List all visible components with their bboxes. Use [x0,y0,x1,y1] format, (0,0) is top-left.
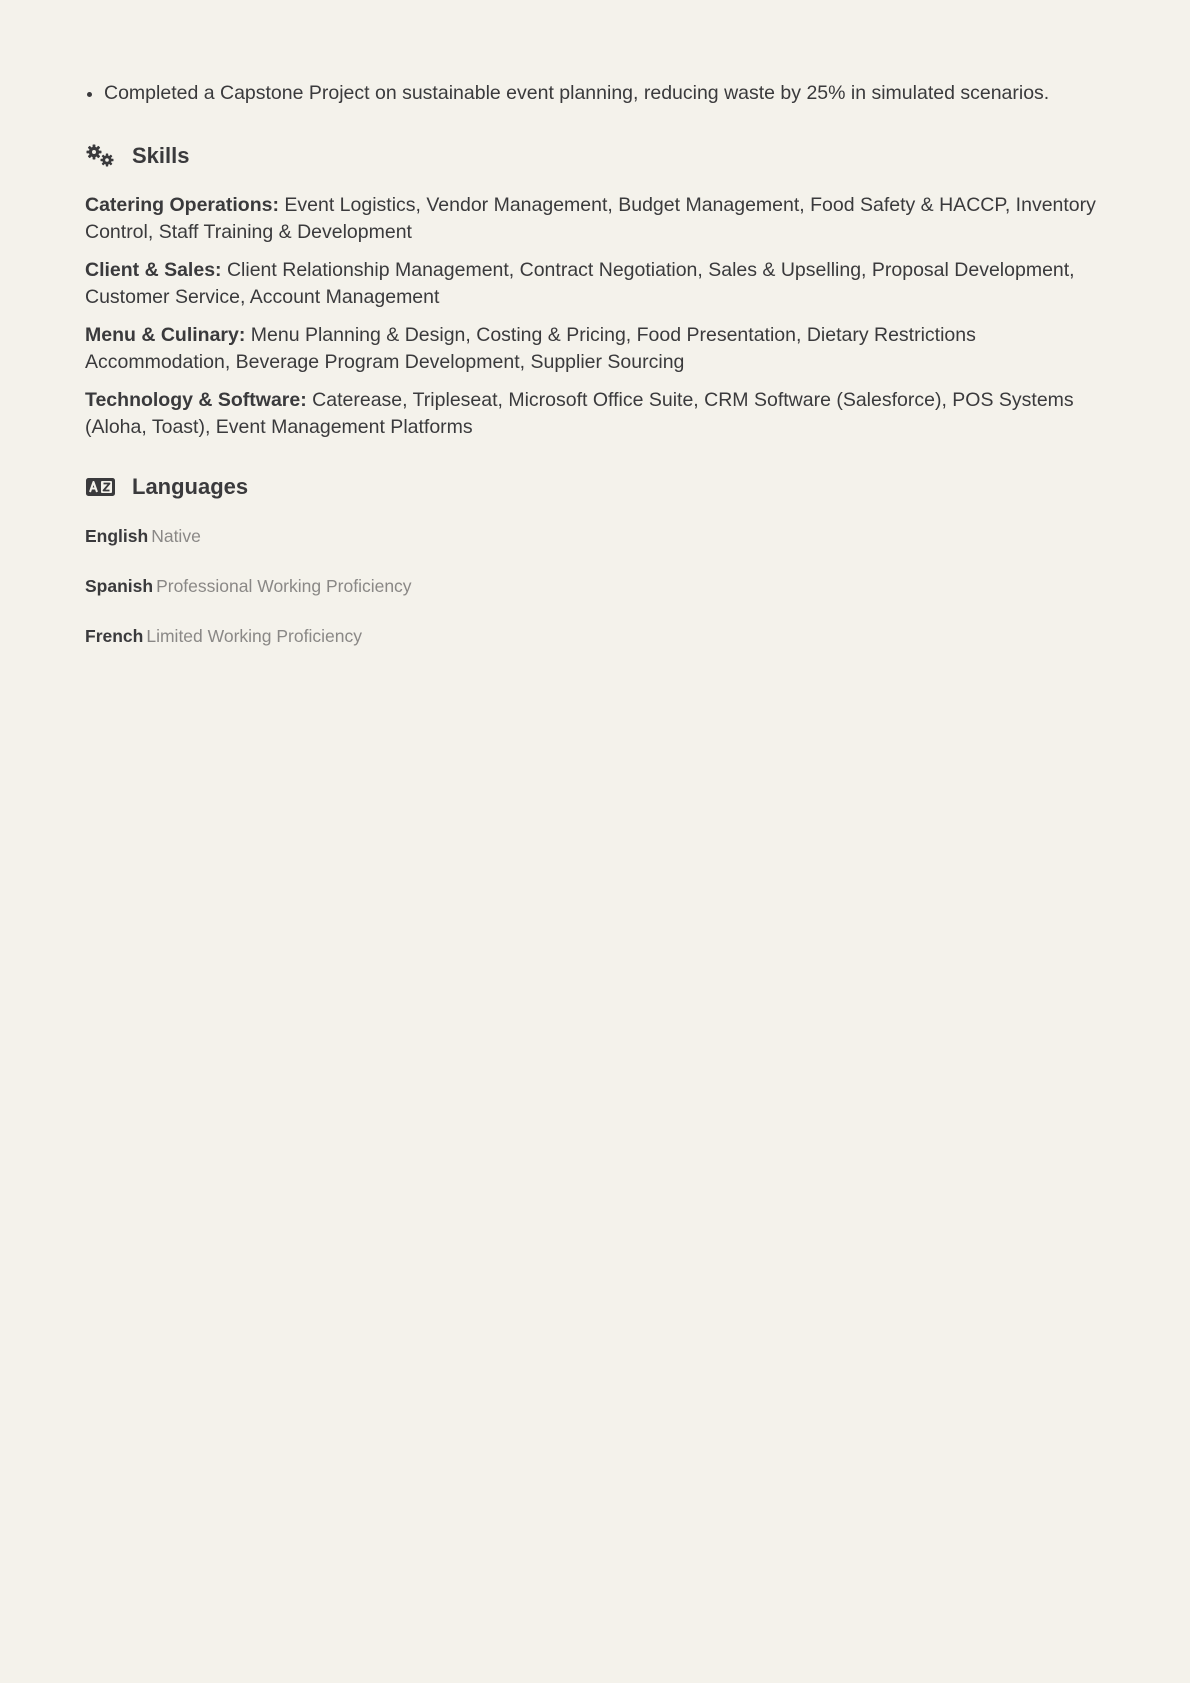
languages-heading [85,473,248,501]
gears-icon [85,143,116,169]
skills-heading [85,142,189,170]
skill-row [85,322,1105,376]
language-level: Professional Working Proficiency [156,576,412,596]
language-name: English [85,526,149,546]
language-name: Spanish [85,576,154,596]
section-title: Languages [132,474,249,499]
skill-label: Catering Operations: [85,194,279,216]
skill-value: Client Relationship Management, Contract Negotiation, Sales & Upselling, Proposal Development, Customer Service, Account Management [85,259,1075,308]
language-level: Native [151,526,201,546]
list-item: Completed a Capstone Project on sustainable event planning, reducing waste by 25% in simulated scenarios. [85,80,1105,106]
skill-row [85,192,1105,246]
language-name: French [85,626,144,646]
language-level: Limited Working Proficiency [146,626,362,646]
skill-row [85,387,1105,441]
skills-list [85,192,1105,452]
language-row [85,524,412,548]
section-title: Skills [132,143,190,168]
language-icon [85,474,116,500]
education-bullets [85,80,1105,106]
skill-value: Caterease, Tripleseat, Microsoft Office Suite, CRM Software (Salesforce), POS Systems (Aloha, Toast), Event Management Platforms [85,389,1074,438]
skill-row [85,257,1105,311]
language-row [85,624,412,648]
skill-label: Technology & Software: [85,389,307,411]
skill-value: Event Logistics, Vendor Management, Budget Management, Food Safety & HACCP, Inventory Control, Staff Training & Development [85,194,1096,243]
languages-list [85,524,412,674]
skill-label: Client & Sales: [85,259,222,281]
skill-value: Menu Planning & Design, Costing & Pricing, Food Presentation, Dietary Restrictions Accommodation, Beverage Program Development, Supplier Sourcing [85,324,976,373]
skill-label: Menu & Culinary: [85,324,246,346]
language-row [85,574,412,598]
